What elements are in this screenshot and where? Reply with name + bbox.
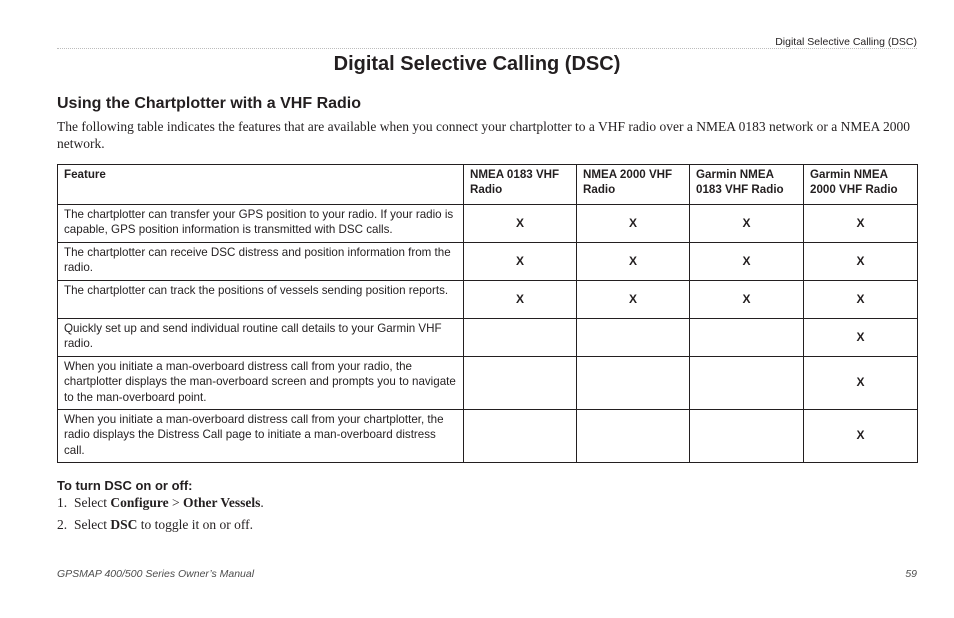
header-feature: Feature xyxy=(58,165,464,205)
step-text: Select xyxy=(74,495,111,510)
menu-item-configure: Configure xyxy=(110,495,169,510)
mark-cell: X xyxy=(690,281,804,319)
menu-item-other-vessels: Other Vessels xyxy=(183,495,261,510)
feature-table xyxy=(57,164,918,463)
header-garmin-nmea0183: Garmin NMEA 0183 VHF Radio xyxy=(690,165,804,205)
step-number: 1. xyxy=(57,495,68,510)
mark-cell: X xyxy=(577,243,690,281)
procedure-step-1 xyxy=(57,495,264,511)
feature-cell: When you initiate a man-overboard distress call from your radio, the chartplotter displays the man-overboard screen and prompts you to navigate to the man-overboard point. xyxy=(58,357,464,410)
table-row xyxy=(58,357,918,410)
mark-cell: X xyxy=(464,243,577,281)
table-row xyxy=(58,319,918,357)
intro-paragraph: The following table indicates the features that are available when you connect your chartplotter to a VHF radio over a NMEA 0183 network or a NMEA 2000 network. xyxy=(57,119,910,151)
mark-cell: X xyxy=(464,281,577,319)
header-nmea2000: NMEA 2000 VHF Radio xyxy=(577,165,690,205)
menu-separator: > xyxy=(168,495,184,510)
page-title: Digital Selective Calling (DSC) xyxy=(333,53,621,75)
feature-cell: When you initiate a man-overboard distress call from your chartplotter, the radio displays the Distress Call page to initiate a man-overboard distress call. xyxy=(58,410,464,463)
mark-cell xyxy=(464,410,577,463)
mark-cell xyxy=(464,357,577,410)
table-row xyxy=(58,205,918,243)
page-number: 59 xyxy=(905,568,917,580)
mark-cell xyxy=(577,410,690,463)
menu-item-dsc: DSC xyxy=(110,517,138,532)
procedure-heading: To turn DSC on or off: xyxy=(57,478,193,493)
mark-cell xyxy=(464,319,577,357)
header-nmea0183: NMEA 0183 VHF Radio xyxy=(464,165,577,205)
header-garmin-nmea2000: Garmin NMEA 2000 VHF Radio xyxy=(804,165,918,205)
mark-cell: X xyxy=(804,410,918,463)
mark-cell xyxy=(577,319,690,357)
mark-cell: X xyxy=(690,205,804,243)
header-rule xyxy=(57,48,917,49)
mark-cell xyxy=(577,357,690,410)
feature-cell: The chartplotter can receive DSC distress and position information from the radio. xyxy=(58,243,464,281)
mark-cell: X xyxy=(464,205,577,243)
procedure-step-2 xyxy=(57,517,253,533)
mark-cell: X xyxy=(804,243,918,281)
mark-cell: X xyxy=(577,281,690,319)
section-heading: Using the Chartplotter with a VHF Radio xyxy=(57,95,362,112)
mark-cell xyxy=(690,319,804,357)
table-row xyxy=(58,281,918,319)
step-text: Select xyxy=(74,517,111,532)
table-header-row xyxy=(58,165,918,205)
step-text-end: . xyxy=(260,495,264,510)
mark-cell: X xyxy=(804,319,918,357)
mark-cell xyxy=(690,357,804,410)
mark-cell xyxy=(690,410,804,463)
step-text-end: to toggle it on or off. xyxy=(137,517,254,532)
feature-cell: The chartplotter can transfer your GPS position to your radio. If your radio is capable, GPS position information is transmitted with DSC calls. xyxy=(58,205,464,243)
table-row xyxy=(58,243,918,281)
mark-cell: X xyxy=(804,357,918,410)
feature-cell: The chartplotter can track the positions of vessels sending position reports. xyxy=(58,281,464,319)
footer-manual-title: GPSMAP 400/500 Series Owner’s Manual xyxy=(57,568,255,580)
step-number: 2. xyxy=(57,517,68,532)
mark-cell: X xyxy=(804,205,918,243)
mark-cell: X xyxy=(804,281,918,319)
mark-cell: X xyxy=(577,205,690,243)
table-row xyxy=(58,410,918,463)
running-header: Digital Selective Calling (DSC) xyxy=(775,36,917,48)
mark-cell: X xyxy=(690,243,804,281)
feature-cell: Quickly set up and send individual routine call details to your Garmin VHF radio. xyxy=(58,319,464,357)
